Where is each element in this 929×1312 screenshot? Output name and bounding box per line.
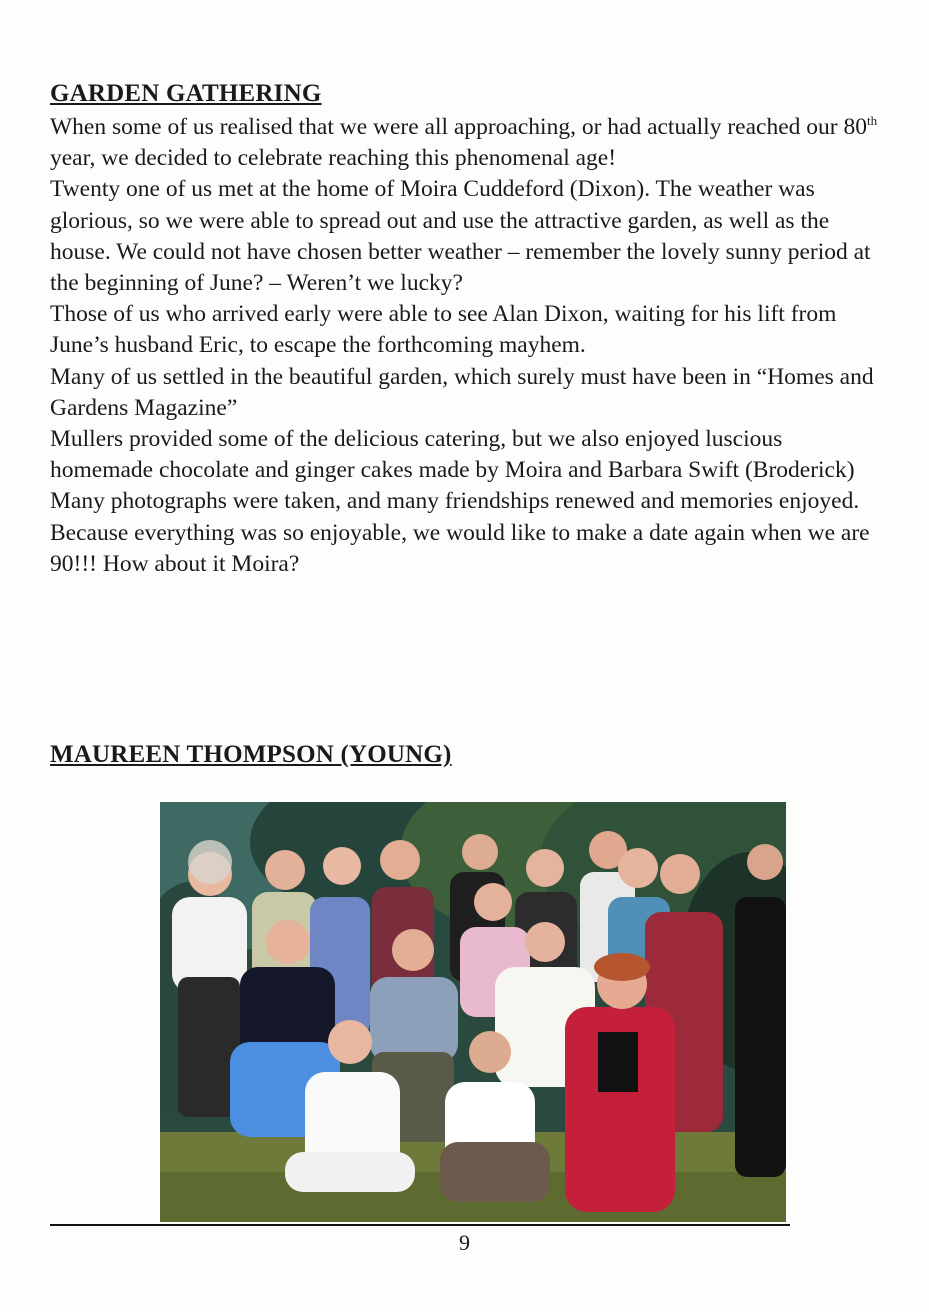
paragraph: Because everything was so enjoyable, we would like to make a date again when we are 90!!! How about it Moira? <box>50 519 870 577</box>
group-photo <box>160 802 786 1222</box>
page-number: 9 <box>459 1230 470 1255</box>
paragraph: Many of us settled in the beautiful garden, which surely must have been in “Homes and Gardens Magazine” <box>50 363 874 421</box>
paragraph: Twenty one of us met at the home of Moira Cuddeford (Dixon). The weather was glorious, so we were able to spread out and use the attractive garden, as well as the house. We could not have chosen better weather – remember the lovely sunny period at the beginning of June? – Weren’t we lucky? <box>50 176 871 297</box>
paragraph: Those of us who arrived early were able to see Alan Dixon, waiting for his lift from June’s husband Eric, to escape the forthcoming mayhem. <box>50 301 837 359</box>
article-body <box>50 112 890 580</box>
paragraph: Many photographs were taken, and many friendships renewed and memories enjoyed. <box>50 488 860 515</box>
article-title: GARDEN GATHERING <box>50 80 322 107</box>
paragraph: When some of us realised that we were all approaching, or had actually reached our 80th year, we decided to celebrate reaching this phenomenal age! <box>50 113 878 172</box>
group-photo-illustration <box>160 802 786 1222</box>
paragraph: Mullers provided some of the delicious catering, but we also enjoyed luscious homemade chocolate and ginger cakes made by Moira and Barbara Swift (Broderick) <box>50 426 855 484</box>
footer-rule <box>50 1224 790 1226</box>
author-name: MAUREEN THOMPSON (YOUNG) <box>50 741 452 768</box>
